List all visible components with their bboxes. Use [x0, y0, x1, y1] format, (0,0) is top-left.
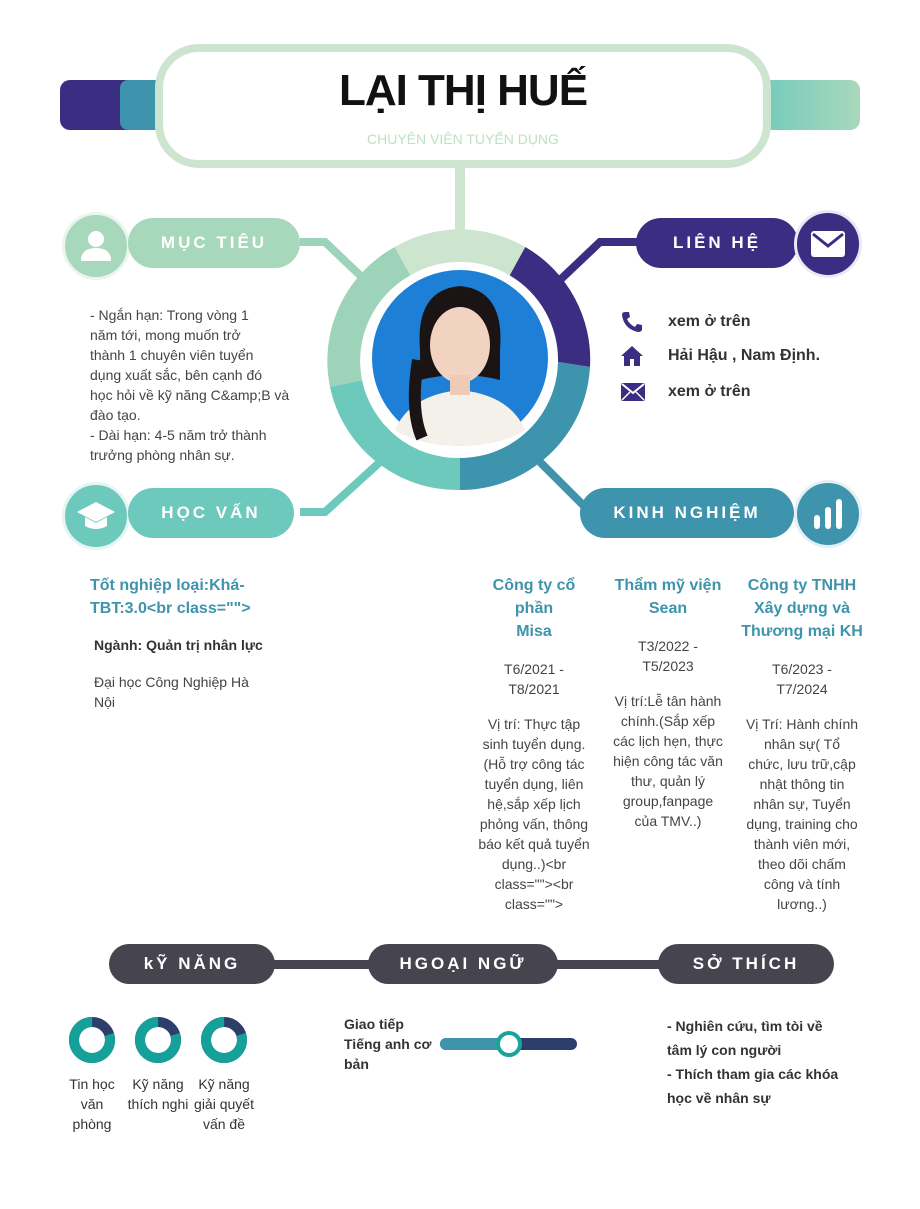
skills-heading: kỸ NĂNG [109, 944, 275, 984]
contact-heading: LIÊN HỆ [636, 218, 798, 268]
skill-label-line: Tin học [69, 1076, 115, 1092]
job-company-line: Xây dựng và [753, 600, 851, 617]
objective-line: học hỏi về kỹ năng C&amp;B và [90, 387, 290, 403]
job-desc-line: dụng..)<br [501, 856, 567, 872]
skill-label-1 [62, 1074, 122, 1134]
language-level-knob [496, 1031, 522, 1057]
skill-label-line: văn [80, 1096, 104, 1112]
job-desc-line: theo dõi chấm [758, 856, 846, 872]
job-desc-line: tuyển dụng, liên [484, 776, 584, 792]
phone-icon [620, 310, 644, 334]
contact-email: xem ở trên [668, 383, 751, 400]
objective-line: năm tới, mong muốn trở [90, 327, 241, 343]
experience-job-3 [740, 574, 864, 914]
objective-line: - Ngắn hạn: Trong vòng 1 [90, 307, 249, 323]
job-desc-line: nhân sự( Tổ [763, 736, 841, 752]
education-major: Ngành: Quản trị nhân lực [94, 637, 263, 653]
education-school [94, 672, 249, 712]
objective-text [90, 305, 300, 465]
contact-address-row [620, 344, 820, 368]
skill-label-line: phòng [72, 1116, 112, 1132]
home-icon [620, 344, 644, 368]
objective-icon-circle [62, 212, 130, 280]
languages-heading: HGOẠI NGỮ [368, 944, 558, 984]
job-period-line: T8/2021 [508, 681, 560, 697]
contact-address: Hải Hậu , Nam Định. [668, 347, 821, 364]
job-period [608, 636, 728, 676]
job-company-line: Thương mại KH [741, 623, 863, 640]
job-period [740, 659, 864, 699]
objective-line: đào tạo. [90, 407, 141, 423]
job-description [608, 691, 728, 831]
contact-phone: xem ở trên [668, 313, 751, 330]
job-company-line: Sean [648, 600, 688, 617]
job-desc-line: báo kết quả tuyển [478, 836, 590, 852]
graduation-cap-icon [76, 499, 116, 533]
education-school-line: Nội [94, 694, 116, 710]
job-company-line: Công ty TNHH [747, 577, 857, 594]
hobby-line: - Thích tham gia các khóa [667, 1066, 839, 1082]
language-line: Giao tiếp [344, 1016, 404, 1032]
job-desc-line: (Hỗ trợ công tác [483, 756, 585, 772]
education-school-line: Đại học Công Nghiệp Hà [94, 674, 249, 690]
job-company [474, 574, 594, 643]
job-period-line: T6/2021 - [504, 661, 564, 677]
objective-line: trưởng phòng nhân sự. [90, 447, 235, 463]
contact-phone-row [620, 310, 751, 334]
education-heading: HỌC VẤN [128, 488, 294, 538]
bar-chart-icon [811, 497, 845, 531]
education-degree-line: Tốt nghiệp loại:Khá- [90, 577, 245, 594]
skill-label-line: Kỹ năng [198, 1076, 250, 1092]
job-company-line: Công ty cổ phần [492, 577, 576, 617]
objective-line: thành 1 chuyên viên tuyển [90, 347, 254, 363]
job-period-line: T7/2024 [776, 681, 828, 697]
job-desc-line: phỏng vấn, thông [479, 816, 589, 832]
contact-icon-circle [794, 210, 862, 278]
job-desc-line: công và tính [763, 876, 841, 892]
job-desc-line: thành viên mới, [753, 836, 851, 852]
objective-line: dụng xuất sắc, bên cạnh đó [90, 367, 263, 383]
job-desc-line: dụng, training cho [746, 816, 858, 832]
job-company-line: Thẩm mỹ viện [614, 577, 722, 594]
job-description [740, 714, 864, 914]
job-desc-line: nhân sự, Tuyển [753, 796, 851, 812]
job-desc-line: chức, lưu trữ,cập [748, 756, 856, 772]
envelope-icon [620, 382, 646, 402]
hobbies-heading: SỞ THÍCH [658, 944, 834, 984]
objective-heading: MỤC TIÊU [128, 218, 300, 268]
job-desc-line: class=""> [504, 896, 564, 912]
hobby-line: - Nghiên cứu, tìm tòi về [667, 1018, 823, 1034]
job-period-line: T6/2023 - [772, 661, 832, 677]
job-company-line: Misa [516, 623, 552, 640]
hobby-line: học về nhân sự [667, 1090, 771, 1106]
job-desc-line: hệ,sắp xếp lịch [487, 796, 581, 812]
hobby-line: tâm lý con người [667, 1042, 782, 1058]
job-desc-line: Vị trí:Lễ tân hành [614, 693, 722, 709]
candidate-title: CHUYÊN VIÊN TUYỂN DỤNG [367, 131, 559, 147]
job-desc-line: hiện công tác văn [613, 753, 723, 769]
experience-heading: KINH NGHIỆM [580, 488, 794, 538]
job-period [474, 659, 594, 699]
job-desc-line: thư, quản lý [631, 773, 705, 789]
job-desc-line: các lịch hẹn, thực [613, 733, 723, 749]
job-desc-line: class=""><br [494, 876, 574, 892]
job-desc-line: chính.(Sắp xếp [620, 713, 716, 729]
hobbies-text [667, 1014, 838, 1110]
experience-icon-circle [794, 480, 862, 548]
skill-label-line: vấn đề [202, 1116, 246, 1132]
job-desc-line: Vị trí: Thực tập [487, 716, 581, 732]
education-degree-line: TBT:3.0<br class=""> [90, 600, 251, 617]
skill-label-line: thích nghi [127, 1096, 189, 1112]
candidate-name: LẠI THỊ HUẾ [338, 66, 588, 115]
job-desc-line: group,fanpage [622, 793, 714, 809]
job-company [608, 574, 728, 620]
job-desc-line: Vị Trí: Hành chính [745, 716, 859, 732]
user-icon [77, 227, 115, 265]
language-line: Tiếng anh cơ [344, 1036, 432, 1052]
job-desc-line: lương..) [777, 896, 827, 912]
experience-job-2 [608, 574, 728, 831]
education-degree [90, 574, 251, 620]
skill-donuts [64, 1010, 264, 1070]
skill-label-2 [123, 1074, 193, 1114]
objective-line: - Dài hạn: 4-5 năm trở thành [90, 427, 267, 443]
language-line: bản [344, 1056, 369, 1072]
education-icon-circle [62, 482, 130, 550]
job-company [740, 574, 864, 643]
language-item [344, 1014, 432, 1074]
skill-label-line: Kỹ năng [132, 1076, 184, 1092]
mail-icon [810, 230, 846, 258]
job-period-line: T5/2023 [642, 658, 694, 674]
job-desc-line: sinh tuyển dụng. [482, 736, 586, 752]
skill-label-line: giải quyết [194, 1096, 254, 1112]
job-desc-line: nhật thông tin [759, 776, 845, 792]
profile-photo [372, 270, 548, 446]
job-description [474, 714, 594, 914]
experience-job-1 [474, 574, 594, 914]
job-desc-line: của TMV..) [634, 813, 702, 829]
language-level-track [440, 1038, 577, 1050]
job-period-line: T3/2022 - [638, 638, 698, 654]
skill-label-3 [190, 1074, 258, 1134]
contact-email-row [620, 380, 751, 404]
